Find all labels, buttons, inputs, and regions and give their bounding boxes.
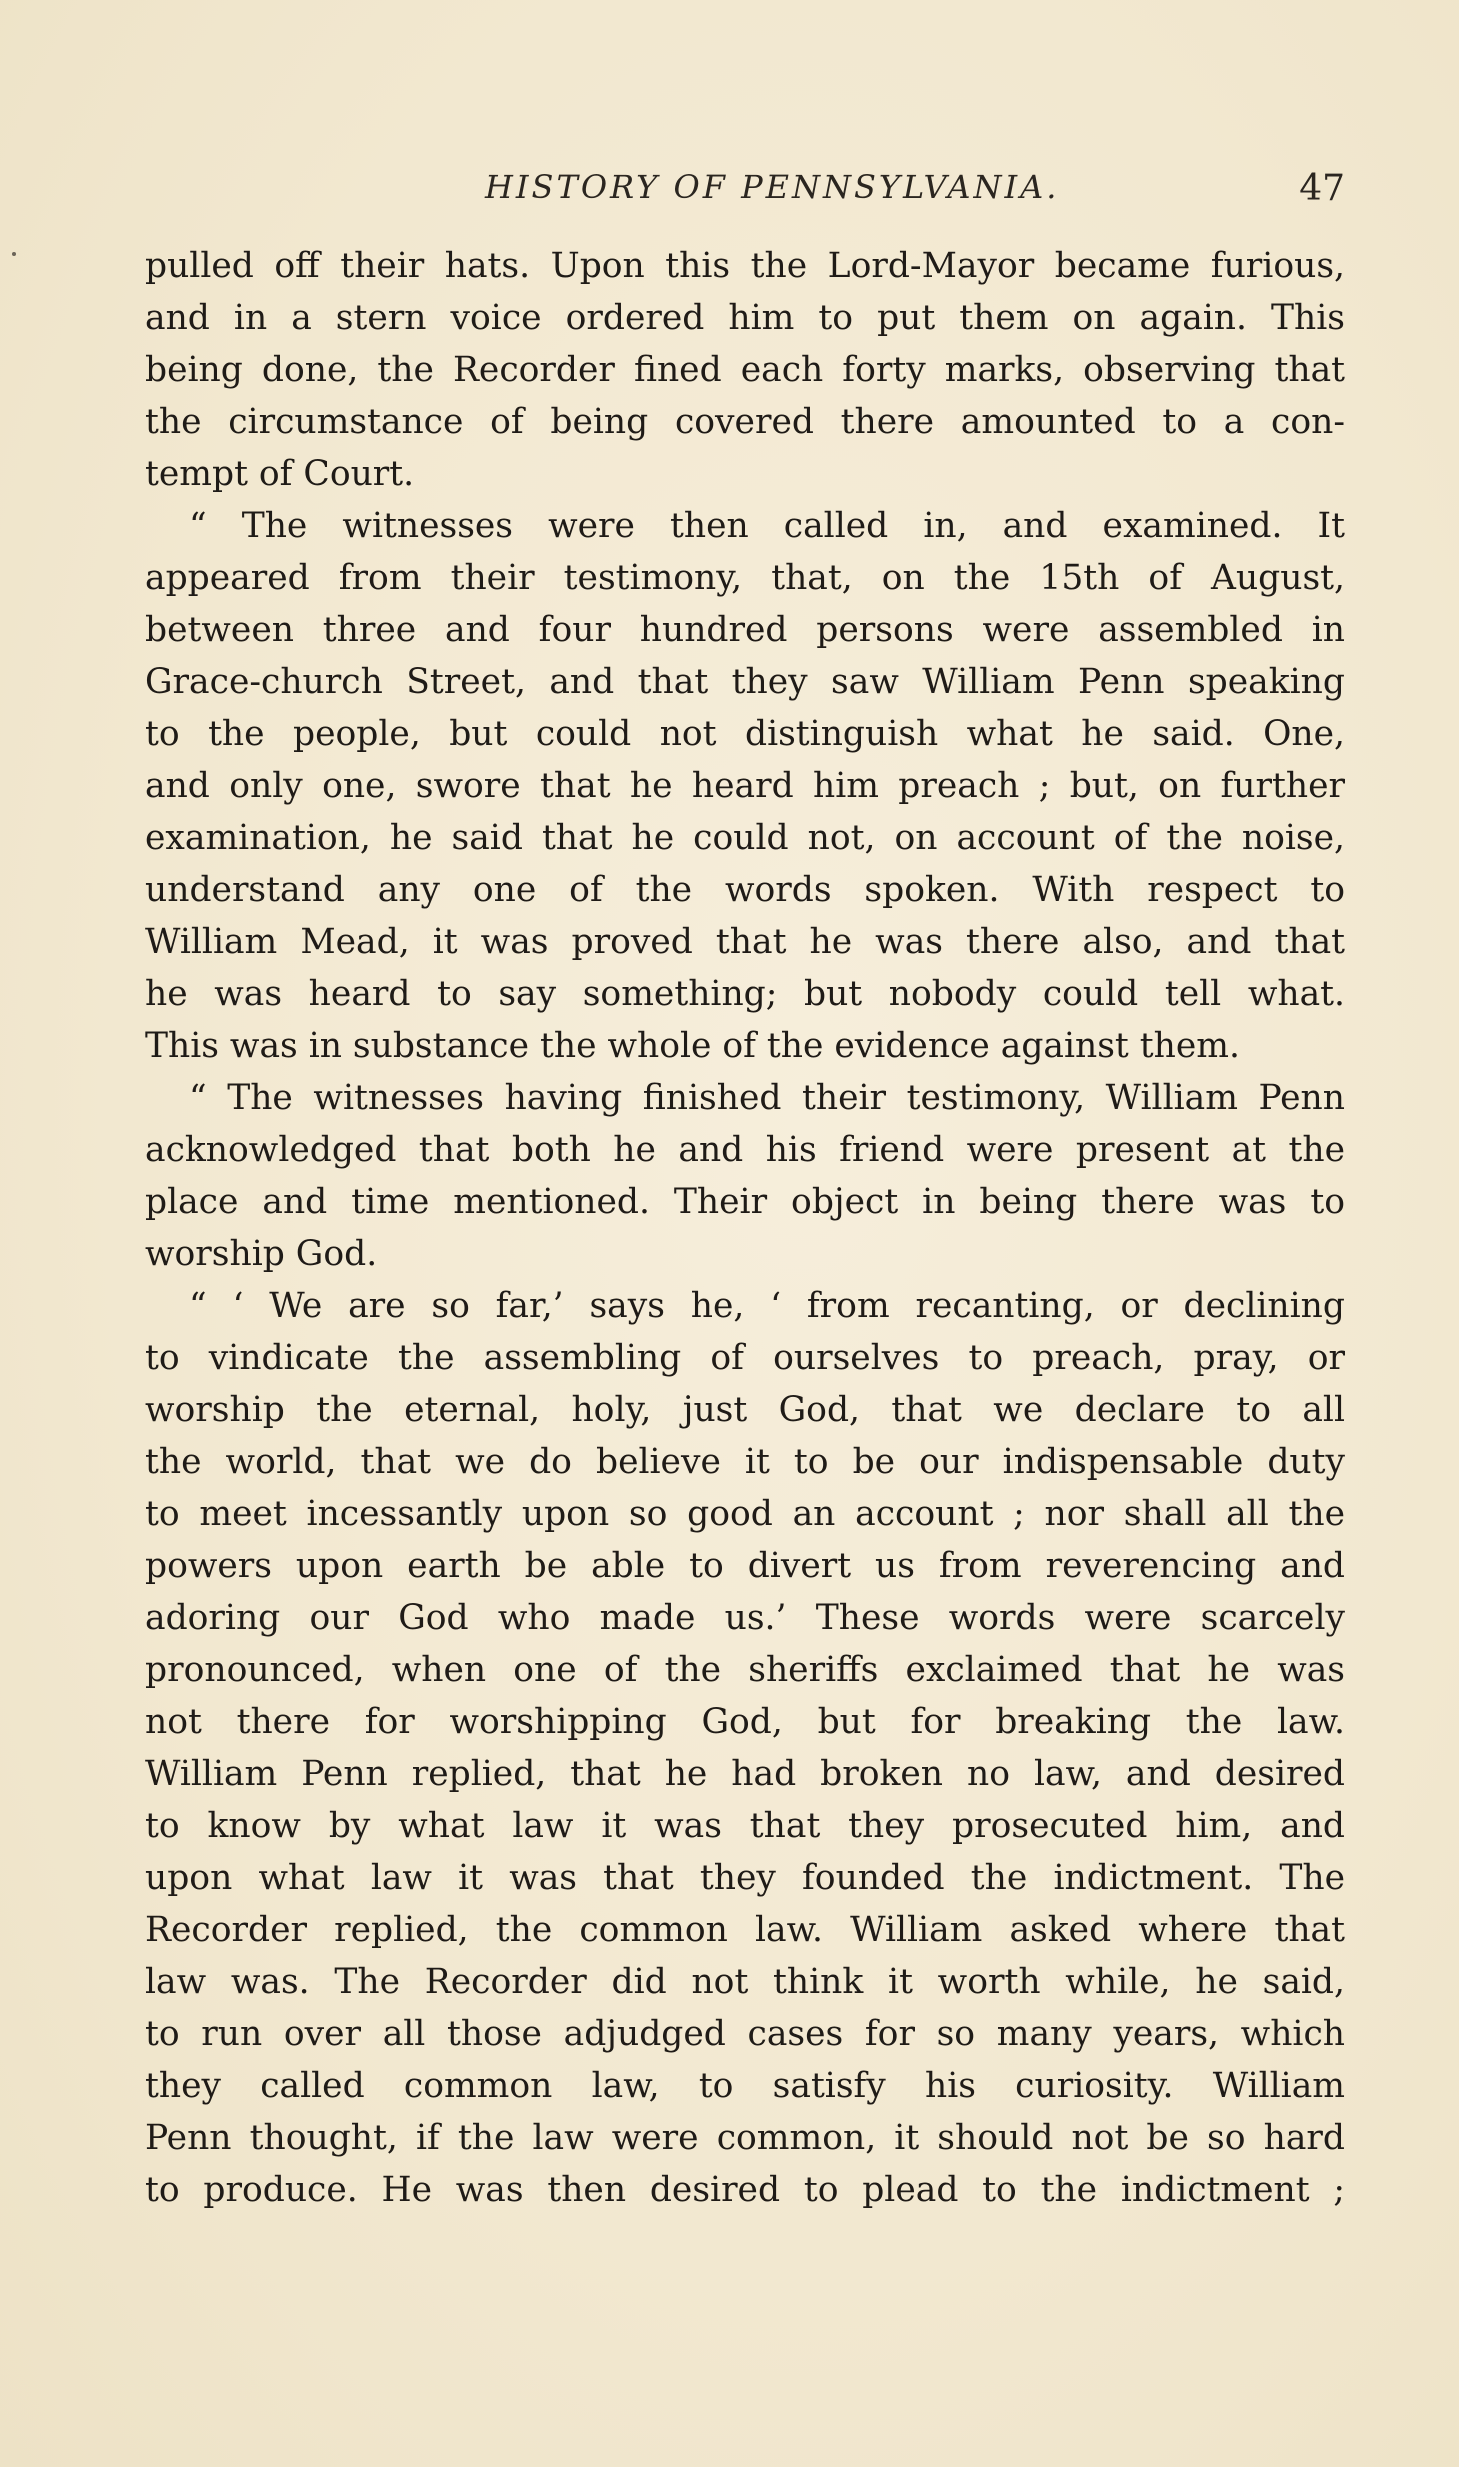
text-line: to vindicate the assembling of ourselves to preach, pray, or xyxy=(145,1338,1345,1378)
body-text xyxy=(145,240,1345,2216)
text-line: pulled off their hats. Upon this the Lord-Mayor became furious, xyxy=(145,246,1345,286)
text-line: “ The witnesses were then called in, and examined. It xyxy=(189,506,1345,546)
text-line: they called common law, to satisfy his curiosity. William xyxy=(145,2066,1345,2106)
text-line: the circumstance of being covered there amounted to a con- xyxy=(145,402,1345,442)
paper-speck xyxy=(12,252,16,256)
text-line: and in a stern voice ordered him to put them on again. This xyxy=(145,298,1345,338)
text-line: the world, that we do believe it to be our indispensable duty xyxy=(145,1442,1345,1482)
text-line: pronounced, when one of the sheriffs exclaimed that he was xyxy=(145,1650,1345,1690)
running-head xyxy=(145,168,1345,218)
text-line: understand any one of the words spoken. With respect to xyxy=(145,870,1345,910)
text-line: to produce. He was then desired to plead to the indictment ; xyxy=(145,2170,1345,2210)
text-line: to the people, but could not distinguish what he said. One, xyxy=(145,714,1345,754)
text-line: and only one, swore that he heard him preach ; but, on further xyxy=(145,766,1345,806)
text-line: This was in substance the whole of the evidence against them. xyxy=(145,1026,1240,1066)
text-line: tempt of Court. xyxy=(145,454,415,494)
text-line: to run over all those adjudged cases for so many years, which xyxy=(145,2014,1345,2054)
page-number: 47 xyxy=(1299,168,1345,209)
text-line: Penn thought, if the law were common, it should not be so hard xyxy=(145,2118,1345,2158)
text-line: appeared from their testimony, that, on the 15th of August, xyxy=(145,558,1345,598)
text-line: to meet incessantly upon so good an account ; nor shall all the xyxy=(145,1494,1345,1534)
text-line: powers upon earth be able to divert us from reverencing and xyxy=(145,1546,1345,1586)
text-line: examination, he said that he could not, on account of the noise, xyxy=(145,818,1345,858)
text-line: William Mead, it was proved that he was there also, and that xyxy=(145,922,1345,962)
text-line: acknowledged that both he and his friend were present at the xyxy=(145,1130,1345,1170)
text-line: between three and four hundred persons were assembled in xyxy=(145,610,1345,650)
text-line: place and time mentioned. Their object in being there was to xyxy=(145,1182,1345,1222)
text-line: Recorder replied, the common law. William asked where that xyxy=(145,1910,1345,1950)
text-line: being done, the Recorder fined each forty marks, observing that xyxy=(145,350,1345,390)
text-line: worship the eternal, holy, just God, that we declare to all xyxy=(145,1390,1345,1430)
text-line: to know by what law it was that they prosecuted him, and xyxy=(145,1806,1345,1846)
text-line: “ The witnesses having finished their testimony, William Penn xyxy=(189,1078,1345,1118)
text-line: law was. The Recorder did not think it worth while, he said, xyxy=(145,1962,1345,2002)
text-line: he was heard to say something; but nobody could tell what. xyxy=(145,974,1345,1014)
text-line: William Penn replied, that he had broken no law, and desired xyxy=(145,1754,1345,1794)
text-line: Grace-church Street, and that they saw William Penn speaking xyxy=(145,662,1345,702)
text-line: not there for worshipping God, but for breaking the law. xyxy=(145,1702,1345,1742)
text-line: upon what law it was that they founded the indictment. The xyxy=(145,1858,1345,1898)
running-title: HISTORY OF PENNSYLVANIA. xyxy=(485,168,1060,206)
text-line: worship God. xyxy=(145,1234,378,1274)
text-line: adoring our God who made us.’ These words were scarcely xyxy=(145,1598,1345,1638)
text-line: “ ‘ We are so far,’ says he, ‘ from recanting, or declining xyxy=(189,1286,1345,1326)
